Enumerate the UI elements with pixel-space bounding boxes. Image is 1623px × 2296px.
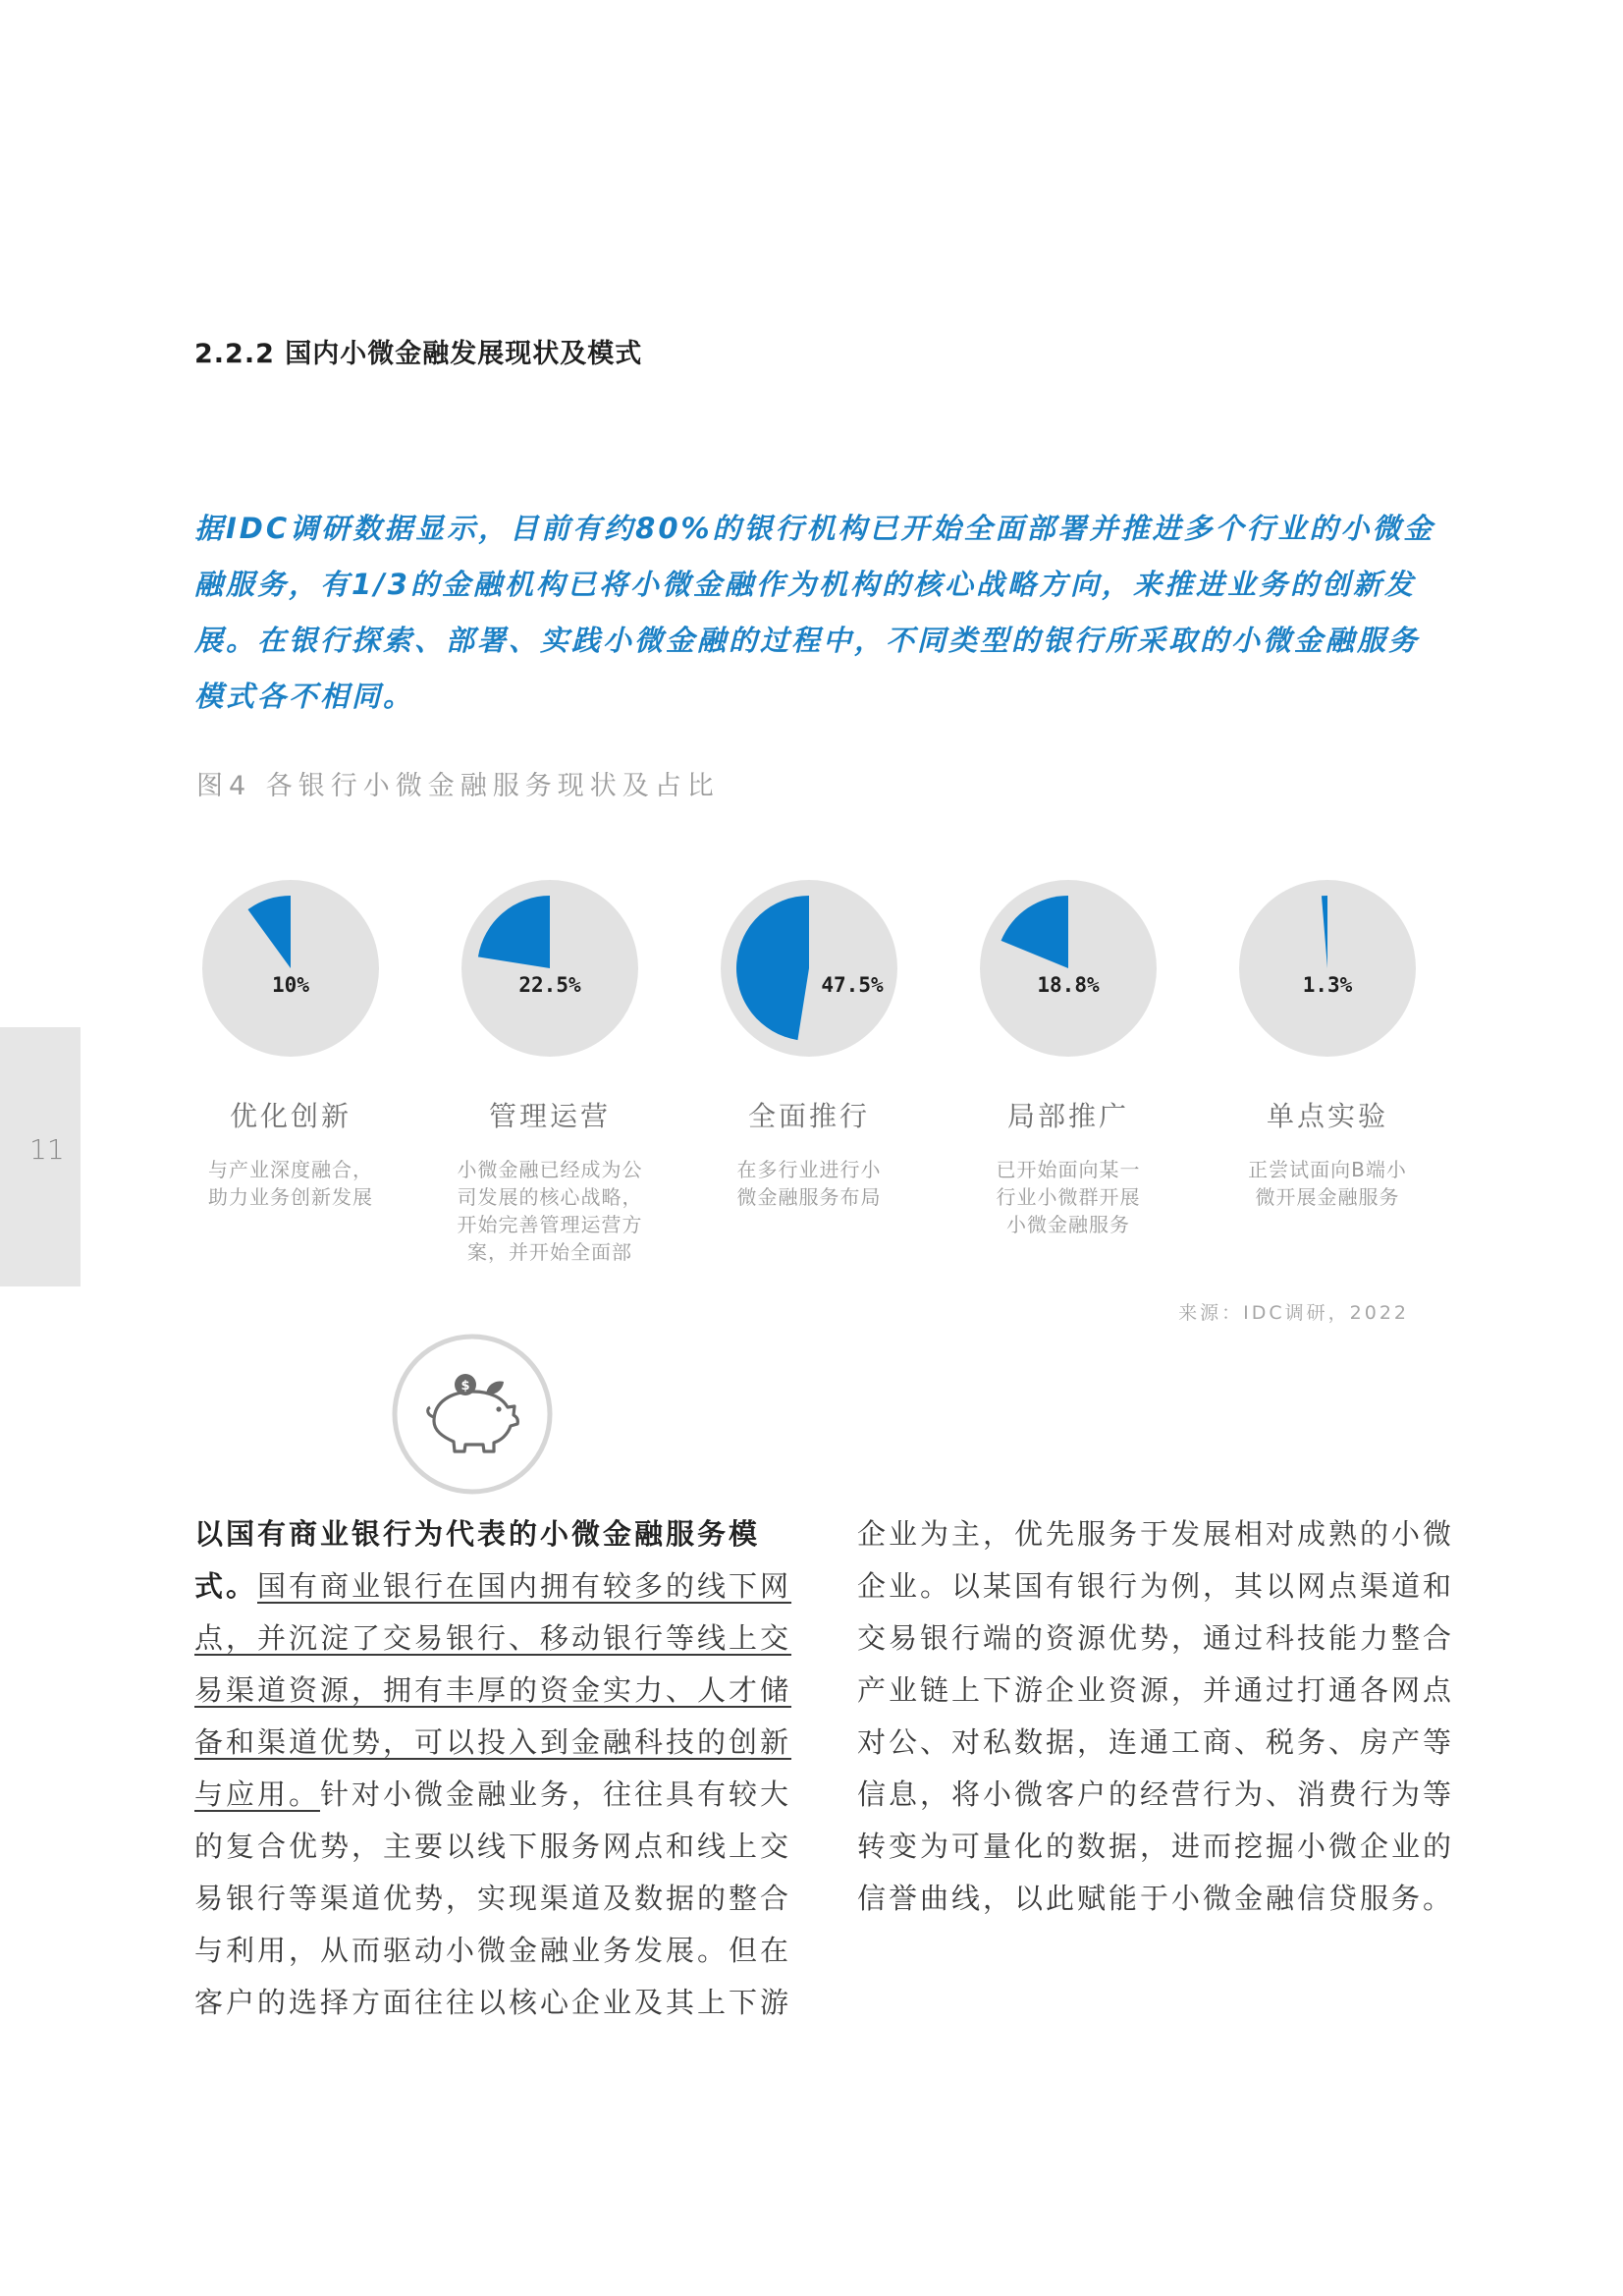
body-text: 企业为主，优先服务于发展相对成熟的小微企业。以某国有银行为例，其以网点渠道和交易银行端的资源优势，通过科技能力整合产业链上下游企业资源，并通过打通各网点对公、对私数据，连通工商、税务、房产等信息，将小微客户的经营行为、消费行为等转变为可量化的数据，进而挖掘小微企业的信誉曲线，以此赋能于小微金融信贷服务。 (857, 1517, 1455, 1915)
pie-chart (718, 877, 900, 1060)
pie-category-label: 管理运营 (488, 1100, 611, 1132)
pie-description: 在多行业进行小 微金融服务布局 (736, 1158, 882, 1209)
pie-chart-item (691, 877, 927, 1211)
pie-category-label: 局部推广 (1006, 1100, 1129, 1132)
body-underlined-text: 国有商业银行在国内拥有较多的线下网点，并沉淀了交易银行、移动银行等线上交易渠道资源，拥有丰厚的资金实力、人才储备和渠道优势，可以投入到金融科技的创新与应用。 (194, 1569, 792, 1811)
highlight-line: 模式各不相同。 (194, 680, 415, 713)
body-text: 针对小微金融业务，往往具有较大的复合优势，主要以线下服务网点和线上交易银行等渠道优势，实现渠道及数据的整合与利用，从而驱动小微金融业务发展。但在客户的选择方面往往以核心企业及其上下游 (194, 1777, 792, 2019)
pie-description: 与产业深度融合， 助力业务创新发展 (208, 1158, 373, 1209)
highlight-line: 展。在银行探索、部署、实践小微金融的过程中，不同类型的银行所采取的小微金融服务 (194, 624, 1421, 657)
page-number: 11 (29, 1133, 65, 1166)
pie-chart (977, 877, 1160, 1060)
pie-percentage-label: 1.3% (1302, 973, 1353, 997)
pie-category-label: 优化创新 (229, 1100, 352, 1132)
pie-category-label: 单点实验 (1266, 1100, 1388, 1132)
pie-chart (199, 877, 382, 1060)
body-lead-bold: 以国有商业银行为代表的小微金融服务模式。 (194, 1517, 761, 1603)
pie-chart (1236, 877, 1419, 1060)
source-note: 来源：IDC调研，2022 (1178, 1302, 1409, 1324)
pie-category-label: 全面推行 (747, 1100, 870, 1132)
pie-percentage-label: 47.5% (821, 973, 884, 997)
section-heading: 2.2.2 国内小微金融发展现状及模式 (194, 339, 643, 369)
pie-chart-item (1210, 877, 1445, 1211)
pie-description: 小微金融已经成为公 司发展的核心战略， 开始完善管理运营方 案，并开始全面部 (457, 1158, 643, 1264)
body-column-right (857, 1508, 1456, 1925)
pie-description: 正尝试面向B端小 微开展金融服务 (1248, 1158, 1407, 1209)
highlight-paragraph (194, 501, 1435, 725)
body-column-left (194, 1508, 793, 2029)
pie-chart-item (173, 877, 408, 1211)
pie-chart-item (950, 877, 1186, 1238)
highlight-line: 融服务，有1/3的金融机构已将小微金融作为机构的核心战略方向，来推进业务的创新发 (194, 568, 1416, 601)
pie-percentage-label: 10% (272, 973, 309, 997)
highlight-line: 据IDC调研数据显示，目前有约80%的银行机构已开始全面部署并推进多个行业的小微金 (194, 512, 1435, 545)
piggy-bank-icon (389, 1331, 556, 1502)
svg-text:$: $ (460, 1379, 470, 1394)
pie-percentage-label: 18.8% (1037, 973, 1100, 997)
pie-description: 已开始面向某一 行业小微群开展 小微金融服务 (996, 1158, 1141, 1236)
figure-caption: 图4 各银行小微金融服务现状及占比 (196, 771, 720, 801)
pie-percentage-label: 22.5% (518, 973, 581, 997)
pie-chart-item (432, 877, 668, 1266)
pie-chart (459, 877, 641, 1060)
